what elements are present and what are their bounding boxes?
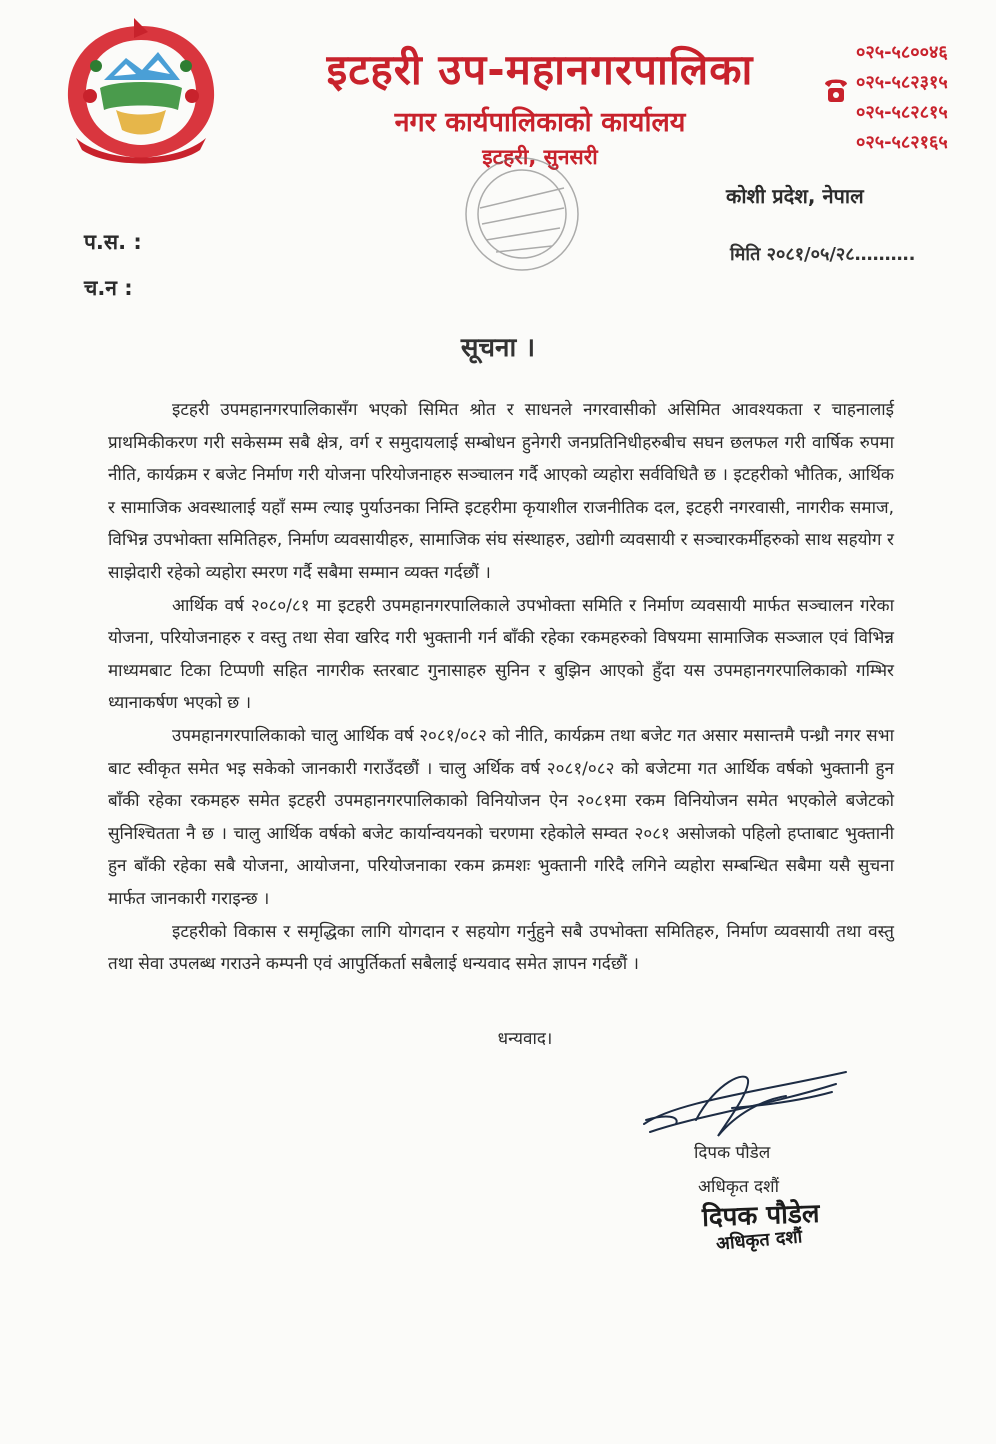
reference-ps: प.स. : — [84, 230, 142, 254]
date-line: मिति २०८१/०५/२८………. — [730, 244, 916, 265]
nepal-emblem-icon — [56, 18, 226, 168]
office-title: इटहरी उप-महानगरपालिका — [326, 45, 754, 94]
phone-number: ०२५-५८२३१५ — [856, 72, 948, 93]
phone-number: ०२५-५८२८१५ — [856, 102, 948, 123]
office-address: इटहरी, सुनसरी — [482, 145, 598, 169]
province-line: कोशी प्रदेश, नेपाल — [726, 184, 864, 208]
notice-paragraph: इटहरीको विकास र समृद्धिका लागि योगदान र सहयोग गर्नुहुने सबै उपभोक्ता समितिहरु, निर्माण व्यवसायी तथा वस्तु तथा सेवा उपलब्ध गराउने कम्पनी एवं आपुर्तिकर्ता सबैलाई धन्यवाद समेत ज्ञापन गर्दछौं । — [108, 921, 894, 975]
signatory-name: दिपक पौडेल — [694, 1143, 771, 1163]
signatory-title: अधिकृत दशौं — [698, 1177, 779, 1197]
reference-chn: च.न : — [84, 276, 133, 300]
notice-paragraph: उपमहानगरपालिकाको चालु आर्थिक वर्ष २०८१/०८२ को नीति, कार्यक्रम तथा बजेट गत असार मसान्तमै पन्ध्रौ नगर सभा बाट स्वीकृत समेत भइ सकेको जानकारी गराउँदछौं । चालु अर्थिक वर्ष २०८१/०८२ को बजेटमा गत आर्थिक वर्षको भुक्तानी हुन बाँकी रहेका रकमहरु समेत इटहरी उपमहानगरपालिकाको विनियोजन ऐन २०८१मा रकम विनियोजन समेत भएकोले बजेटको सुनिश्चितता नै छ । चालु आर्थिक वर्षको बजेट कार्यान्वयनको चरणमा रहेकोले सम्वत २०८१ असोजको पहिलो हप्ताबाट भुक्तानी हुन बाँकी रहेका सबै योजना, आयोजना, परियोजनाका रकम क्रमशः भुक्तानी गरिदै लगिने व्यहोरा सम्बन्धित सबैमा यसै सुचना मार्फत जानकारी गराइन्छ । — [108, 725, 894, 909]
office-seal-icon — [440, 148, 600, 288]
signatory-stamp-title: अधिकृत दशौं — [715, 1226, 804, 1255]
notice-paragraph: इटहरी उपमहानगरपालिकासँग भएको सिमित श्रोत र साधनले नगरवासीको असिमित आवश्यकता र चाहनालाई प्राथमिकीकरण गरी सकेसम्म सबै क्षेत्र, वर्ग र समुदायलाई सम्बोधन हुनेगरी जनप्रतिनिधीहरुबीच सघन छलफल गरी वार्षिक रुपमा नीति, कार्यक्रम र बजेट निर्माण गरी योजना परियोजनाहरु सञ्चालन गर्दै आएको व्यहोरा सर्वविधितै छ । इटहरीको भौतिक, आर्थिक र सामाजिक अवस्थालाई यहाँ सम्म ल्याइ पुर्याउनका निम्ति इटहरीमा कृयाशील राजनीतिक दल, इटहरी नगरवासी, नागरीक समाज, विभिन्न उपभोक्ता समितिहरु, निर्माण व्यवसायीहरु, सामाजिक संघ संस्थाहरु, उद्योगी व्यवसायी र सञ्चारकर्मीहरुको साथ सहयोग र साझेदारी रहेको व्यहोरा स्मरण गर्दै सबैमा सम्मान व्यक्त गर्दछौं । — [108, 400, 894, 583]
phone-number: ०२५-५८२१६५ — [856, 132, 948, 153]
telephone-icon — [822, 74, 850, 104]
closing-thanks: धन्यवाद। — [497, 1029, 553, 1049]
notice-paragraph: आर्थिक वर्ष २०८०/८१ मा इटहरी उपमहानगरपालिकाले उपभोक्ता समिति र निर्माण व्यवसायी मार्फत सञ्चालन गरेका योजना, परियोजनाहरु र वस्तु तथा सेवा खरिद गरी भुक्तानी गर्न बाँकी रहेका रकमहरुको विषयमा सामाजिक सञ्जाल एवं विभिन्न माध्यमबाट टिका टिप्पणी सहित नागरीक स्तरबाट गुनासाहरु सुनिन र बुझिन आएको हुँदा यस उपमहानगरपालिकाको गम्भिर ध्यानाकर्षण भएको छ । — [108, 595, 894, 714]
phone-number: ०२५-५८००४६ — [856, 42, 948, 63]
handwritten-signature — [636, 1062, 856, 1142]
notice-body — [108, 394, 894, 981]
notice-title: सूचना । — [460, 333, 536, 363]
signatory-stamp-name: दिपक पौडेल — [701, 1198, 820, 1234]
phone-numbers — [856, 38, 976, 158]
office-subtitle: नगर कार्यपालिकाको कार्यालय — [394, 107, 686, 138]
